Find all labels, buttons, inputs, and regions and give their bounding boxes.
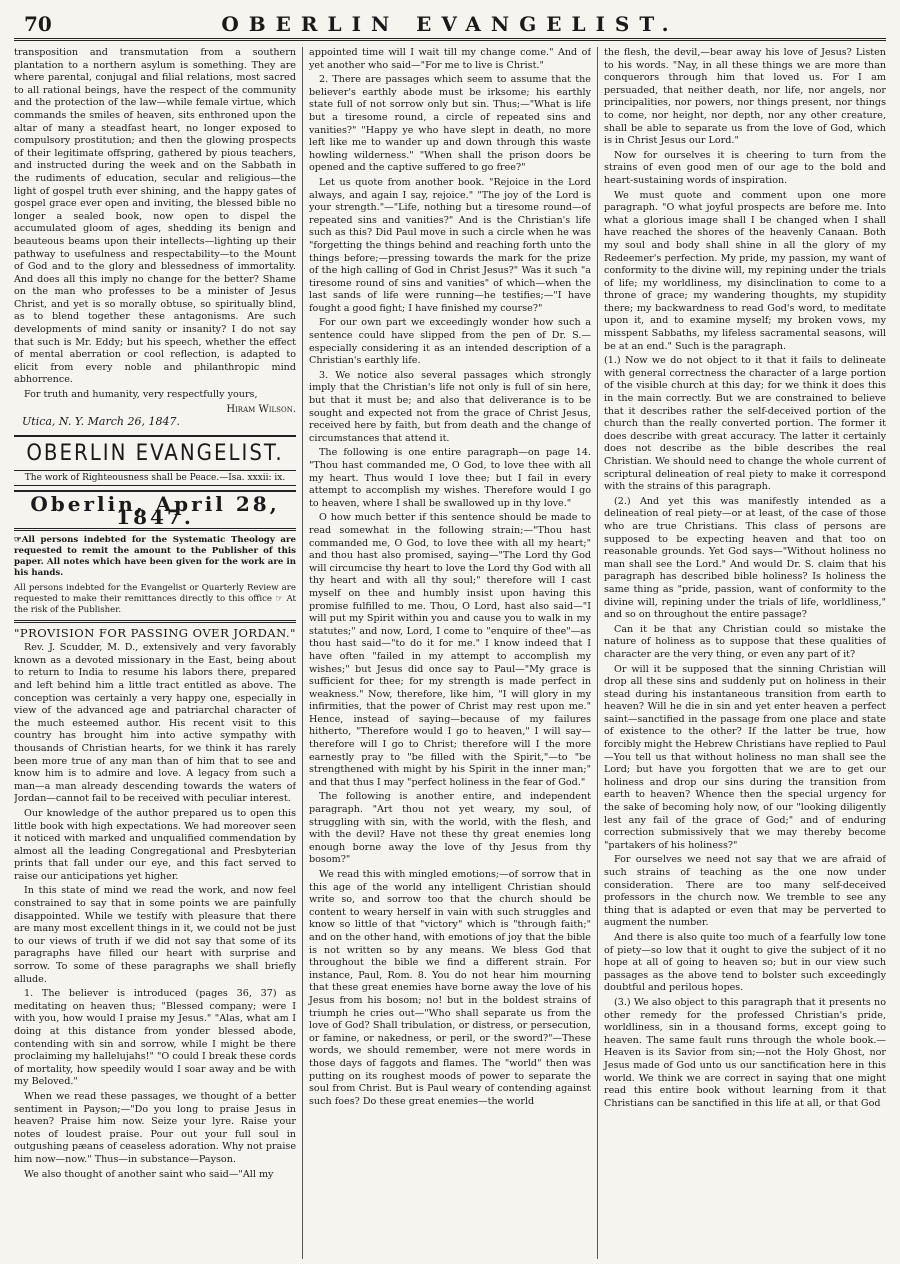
column-1 xyxy=(14,47,296,1259)
column-3 xyxy=(597,47,886,1259)
notice-theology: ☞All persons indebted for the Systematic Theology are requested to remit the amount to the Publisher of this paper. All notes which have been given for the work are in his hands. xyxy=(14,534,296,578)
paragraph: Can it be that any Christian could so mistake the nature of holiness as to suppose that these qualities of character are the very thing, or even any part of it? xyxy=(604,623,886,660)
paragraph: Rev. J. Scudder, M. D., extensively and very favorably known as a devoted missionary in the East, being about to return to India to resume his labors there, prepared and left behind him a little tract entitled as above. The conception was certainly a very happy one, especially in view of the advanced age and patriarchal character of the much esteemed author. His recent visit to this country has brought him into active sympathy with thousands of Christian hearts, for we think it has rarely been more true of any man than of him that to see and know him is to admire and love. A legacy from such a man—a man already descending towards the waters of Jordan—cannot fail to be received with peculiar interest. xyxy=(14,642,296,805)
paragraph: (1.) Now we do not object to it that it fails to delineate with general correctness the character of a large portion of the visible church at this day; for we think it does this in the main correctly. But we are constrained to believe that it describes rather the self-deceived portion of the church than the really converted portion. The former it does describe with great accuracy. The latter it certainly does not describe as the bible describes the real Christian. We should need to change the whole current of scriptural delineation of real piety to make it correspond with the strains of this paragraph. xyxy=(604,355,886,493)
paragraph: appointed time will I wait till my change come." And of yet another who said—"For me to live is Christ." xyxy=(309,47,591,71)
paragraph: 3. We notice also several passages which strongly imply that the Christian's life not only is full of sin here, but that it must be; and also that deliverance is to be sought and expected not from the grace of Christ Jesus, received here by faith, but from death and the change of circumstances that attend it. xyxy=(309,369,591,444)
paragraph: O how much better if this sentence should be made to read somewhat in the following strain;—"Thou hast commanded me, O God, to love thee with all my heart;" and thou hast also promised, saying—"The Lord thy God will circumcise thy heart to love the Lord thy God with all thy heart and with all thy soul;" therefore will I cast myself on thee and humbly insist upon having this promise fulfilled to me. Thou, O Lord, hast also said—"I will put my Spirit within you and cause you to walk in my statutes;" and now, Lord, I come to "enquire of thee"—as thou hast said—"to do it for me." I know indeed that I have often "failed in my attempt to accomplish my wishes;" but Jesus did once say to Paul—"My grace is sufficient for thee; for my strength is made perfect in weakness." Now, therefore, like him, "I will glory in my infirmities, that the power of Christ may rest upon me." Hence, instead of saying—because of my failures hitherto, "Therefore would I go to heaven," I will say—therefore will I go to Christ; therefore will I the more earnestly pray to "be filled with the Spirit,"—to "be strengthened with might by his Spirit in the inner man;" and that thus I may "perfect holiness in the fear of God." xyxy=(309,512,591,788)
running-title: OBERLIN EVANGELIST. xyxy=(221,12,679,36)
paragraph: 2. There are passages which seem to assume that the believer's earthly abode must be irksome; his earthly state full of not sorrow only but sin. Thus;—"What is life but a tiresome round, a circle of repeated sins and vanities?" "Happy ye who have slept in death, no more left like me to wander up and down through this waste howling wilderness." "When shall the prison doors be opened and the captive suffered to go free?" xyxy=(309,74,591,174)
paragraph: For ourselves we need not say that we are afraid of such strains of teaching as the one now under consideration. There are too many self-deceived professors in the church now. We tremble to see any thing that is adapted or even that may be perverted to augment the number. xyxy=(604,854,886,929)
page-number: 70 xyxy=(24,12,52,36)
paragraph: We must quote and comment upon one more paragraph. "O what joyful prospects are before me. Into what a glorious image shall I be changed when I shall have reached the shores of the heavenly Canaan. Both my soul and body shall shine in all the glory of my Redeemer's perfection. My pride, my passion, my want of conformity to the divine will, my repining under the trials of life; my worldliness, my disinclination to come to a throne of grace; my wandering thoughts, my stupidity there; my backwardness to read God's word, to meditate upon it, and to examine myself; my broken vows, my misspent Sabbaths, my lifeless sacramental seasons, will be at an end." Such is the paragraph. xyxy=(604,189,886,352)
letter-place-date: Utica, N. Y. March 26, 1847. xyxy=(22,415,180,429)
paragraph: We also thought of another saint who said—"All my xyxy=(24,1168,274,1180)
paragraph: The following is one entire paragraph—on page 14. "Thou hast commanded me, O God, to love thee with all my heart. Thus would I love thee; but I fail in every attempt to accomplish my wishes. Therefore would I go to heaven, where I shall be swallowed up in thy love." xyxy=(309,447,591,509)
paragraph: When we read these passages, we thought of a better sentiment in Payson;—"Do you long to praise Jesus in heaven? Praise him now. Seize your lyre. Raise your notes of loudest praise. Pour out your full soul in outgushing pæans of ceaseless adoration. Why not praise him now—now." Thus—in substance—Payson. xyxy=(14,1090,296,1165)
signature-block xyxy=(14,404,296,429)
paper-motto: The work of Righteousness shall be Peace.—Isa. xxxii: ix. xyxy=(14,470,296,487)
issue-dateline: Oberlin, April 28, 1847. xyxy=(30,492,280,529)
paragraph: the flesh, the devil,—bear away his love of Jesus? Listen to his words. "Nay, in all these things we are more than conquerors through him that loved us. For I am persuaded, that neither death, nor life, nor angels, nor principalities, nor powers, nor things present, nor things to come, nor height, nor depth, nor any other creature, shall be able to separate us from the love of God, which is in Christ Jesus our Lord." xyxy=(604,47,886,147)
paragraph: (2.) And yet this was manifestly intended as a delineation of real piety—or at least, of the case of those who are true Christians. This class of persons are supposed to be expecting heaven and that too on reasonable grounds. Yet God says—"Without holiness no man shall see the Lord." And would Dr. S. claim that his paragraph has described bible holiness? Is holiness the same thing as "pride, passion, want of conformity to the divine will, repining under the trials of life, worldliness," and so on throughout the entire passage? xyxy=(604,495,886,621)
paragraph: The following is another entire, and independent paragraph. "Art thou not yet weary, my soul, of struggling with sin, with the world, with the flesh, and with the devil? Have not these thy great enemies long enough borne away the love of thy Jesus from thy bosom?" xyxy=(309,791,591,866)
paper-title: OBERLIN EVANGELIST. xyxy=(26,440,284,466)
column-2 xyxy=(302,47,591,1259)
divider xyxy=(14,620,296,623)
letter-continuation: transposition and transmutation from a southern plantation to a northern asylum is something. They are where parental, conjugal and filial relations, most sacred to all rational beings, have the respect of the community and the protection of the law—while female virtue, which commands the smiles of heaven, sits enthroned upon the altar of many a steadfast heart, no longer exposed to compulsory prostitution; and then the glowing prospects of their legitimate offspring, gathered by pious teachers, and instructed during the week and on the Sabbath in the rudiments of education, secular and religious—the light of gospel truth ever shining, and the happy gates of gospel grace ever open and inviting, the blessed bible no longer a sealed book, now open to dispel the accumulated gloom of ages, shedding its benign and beauteous beams upon their intellects—lighting up their pathway to usefulness and respectability—to the Mount of God and to the glory and blessedness of immortality. And does all this imply no change for the better? Shame on the man who professes to be a minister of Jesus Christ, and yet is so morally obtuse, so spiritually blind, as to blend together these antagonisms. Are such developments of mind sanity or insanity? I do not say that such is Mr. Eddy; but his speech, whether the effect of mental aberration or cool reflection, is adapted to elicit from every noble and philanthropic mind abhorrence. xyxy=(14,47,296,386)
paragraph: In this state of mind we read the work, and now feel constrained to say that in some points we are painfully disappointed. While we testify with pleasure that there are many most excellent things in it, we could not be just to our views of truth if we did not say that some of its paragraphs have filled our heart with surprise and sorrow. To some of these paragraphs we shall briefly allude. xyxy=(14,885,296,985)
running-header xyxy=(14,10,886,41)
signature: Hiram Wilson. xyxy=(226,403,296,415)
paragraph: (3.) We also object to this paragraph that it presents no other remedy for the professed Christian's pride, worldliness, sin in a thousand forms, except going to heaven. The same fault runs through the whole book.—Heaven is its Savior from sin;—not the Holy Ghost, nor Jesus made of God unto us our sanctification here in this world. We think we are correct in saying that one might read this entire book without learning from it that Christians can be sanctified in this life at all, or that God xyxy=(604,996,886,1109)
paragraph: 1. The believer is introduced (pages 36, 37) as meditating on heaven thus; "Blessed company; were I with you, how would I praise my Jesus." "Alas, what am I doing at this distance from yonder blessed abode, contending with sin and sorrow, while I might be there proclaiming my hallelujahs!" "O could I break these cords of mortality, how speedily would I soar away and be with my Beloved." xyxy=(14,988,296,1088)
paragraph: Our knowledge of the author prepared us to open this little book with high expectations. We had moreover seen it noticed with marked and unqualified commendation by almost all the leading Congregational and Presbyterian prints that fall under our eye, and this fact served to raise our anticipations yet higher. xyxy=(14,807,296,882)
letter-closing: For truth and humanity, very respectfully yours, xyxy=(24,389,258,401)
paragraph: And there is also quite too much of a fearfully low tone of piety—so low that it ought to give the subject of it no hope at all of going to heaven so; but in our view such passages as the above tend to bolster such exceedingly doubtful and perilous hopes. xyxy=(604,931,886,994)
notice-remittances: All persons indebted for the Evangelist or Quarterly Review are requested to make their remittances directly to this office ☞ At the risk of the Publisher. xyxy=(14,582,296,615)
columns xyxy=(14,47,886,1259)
editorial-masthead xyxy=(14,435,296,493)
paragraph: Or will it be supposed that the sinning Christian will drop all these sins and suddenly put on holiness in their stead during his instantaneous transition from earth to heaven? Will he die in sin and yet enter heaven a perfect saint—sanctified in the passage from one place and state of existence to the other? If the latter be true, how forcibly might the Hebrew Christians have replied to Paul—You tell us that without holiness no man shall see the Lord; but have you forgotten that we are to get our holiness and drop our sins during the transition from earth to heaven? Whence then the special urgency for the sake of becoming holy now, of our "looking diligently lest any fail of the grace of God;" and of enduring correction submissively that we may thereby become "partakers of his holiness?" xyxy=(604,663,886,851)
paragraph: For our own part we exceedingly wonder how such a sentence could have slipped from the pen of Dr. S.—especially considering it as an intended description of a Christian's earthly life. xyxy=(309,317,591,367)
paragraph: We read this with mingled emotions;—of sorrow that in this age of the world any intelligent Christian should write so, and sorrow too that the church should be content to weary herself in vain with such struggles and know so little of that "victory" which is "through faith;" and on the other hand, with emotions of joy that the bible is not written so by any means. We bless God that throughout the bible we find a different strain. For instance, Paul, Rom. 8. You do not hear him mourning that these great enemies have borne away the love of his Jesus from his bosom; no! but in the boldest strains of triumph he cries out—"Who shall separate us from the love of God? Shall tribulation, or distress, or persecution, or famine, or nakedness, or peril, or the sword?"—These words, we should remember, were not mere words in those days of faggots and flames. The "world" then was putting on its roughest moods of power to separate the soul from Christ. But is Paul weary of contending against such foes? Do these great enemies—the world xyxy=(309,869,591,1107)
paragraph: Let us quote from another book. "Rejoice in the Lord always, and again I say, rejoice." "The joy of the Lord is your strength."—"Life, nothing but a tiresome round—of repeated sins and vanities?" And is the Christian's life such as this? Did Paul move in such a circle when he was "forgetting the things behind and reaching forth unto the things before;—pressing towards the mark for the prize of the high calling of God in Christ Jesus?" Was it such "a tiresome round of sins and vanities" of which—when the last sands of life were running—he testifies;—"I have fought a good fight; I have finished my course?" xyxy=(309,176,591,314)
paragraph: Now for ourselves it is cheering to turn from the strains of even good men of our age to the bold and heart-sustaining words of inspiration. xyxy=(604,149,886,186)
article-title: "PROVISION FOR PASSING OVER JORDAN." xyxy=(14,625,296,640)
